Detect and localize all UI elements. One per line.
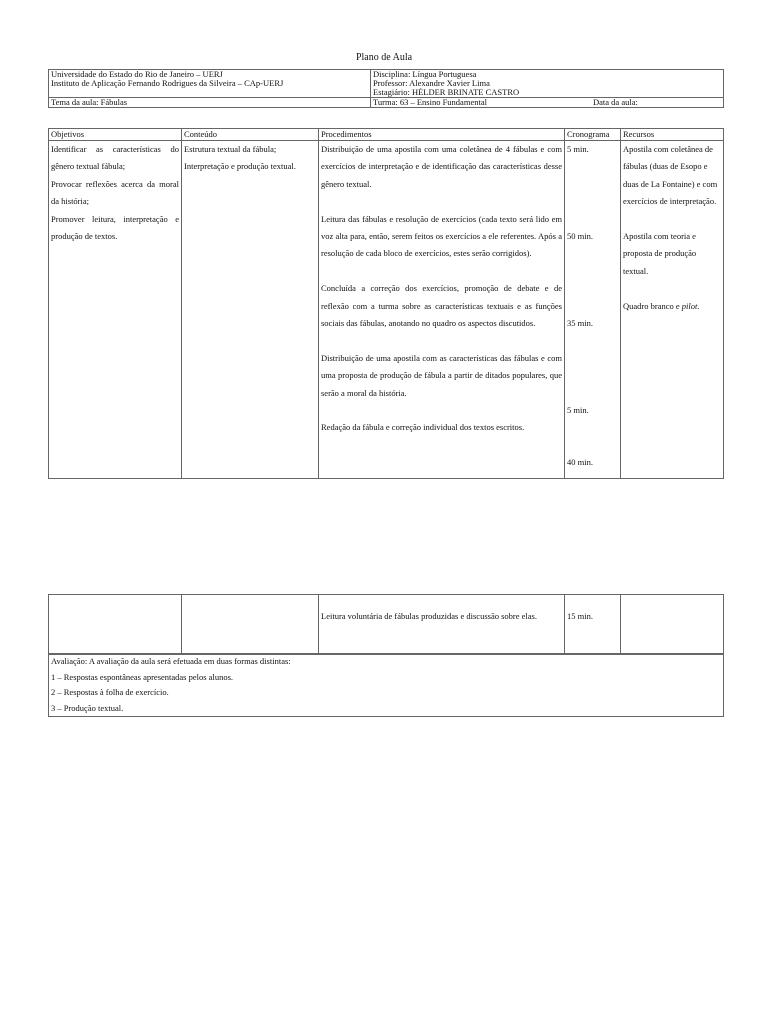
- continuation-table: [48, 594, 724, 655]
- resource-item: Apostila com coletânea de fábulas (duas de Esopo e duas de La Fontaine) e com exercícios de interpretação.: [623, 144, 718, 207]
- discipline: Disciplina: Língua Portuguesa: [371, 70, 724, 80]
- resources-cell: [621, 141, 724, 479]
- column-header-content: Conteúdo: [182, 129, 319, 141]
- lesson-date: Data da aula:: [593, 97, 638, 107]
- column-header-procedures: Procedimentos: [319, 129, 565, 141]
- content-item: Interpretação e produção textual.: [184, 161, 296, 172]
- evaluation-table: [48, 653, 724, 717]
- institution-line2: Instituto de Aplicação Fernando Rodrigues da Silveira – CAp-UERJ: [49, 79, 371, 88]
- continuation-procedure: Leitura voluntária de fábulas produzidas e discussão sobre elas.: [319, 595, 565, 655]
- column-header-schedule: Cronograma: [565, 129, 621, 141]
- procedure-item: Redação da fábula e correção individual dos textos escritos.: [321, 422, 525, 433]
- header-table: [48, 69, 724, 108]
- evaluation-item: 2 – Respostas à folha de exercício.: [51, 687, 169, 697]
- column-header-objectives: Objetivos: [49, 129, 182, 141]
- objectives-cell-empty: [49, 595, 182, 655]
- evaluation-intro: Avaliação: A avaliação da aula será efetuada em duas formas distintas:: [51, 656, 291, 666]
- procedures-cell: [319, 141, 565, 479]
- column-header-resources: Recursos: [621, 129, 724, 141]
- procedure-item: Leitura das fábulas e resolução de exercícios (cada texto será lido em voz alta para, então, serem feitos os exercícios a ele referentes. Após a resolução de cada bloco de exercícios, estes serão corrigidos).: [321, 213, 562, 259]
- content-cell-empty: [182, 595, 319, 655]
- professor: Professor: Alexandre Xavier Lima: [371, 79, 724, 88]
- resource-text: Quadro branco e: [623, 300, 682, 311]
- continuation-schedule: 15 min.: [565, 595, 621, 655]
- resource-pilot: pilot.: [681, 300, 700, 311]
- resources-cell-empty: [621, 595, 724, 655]
- schedule-item: 5 min.: [567, 144, 589, 154]
- schedule-item: 35 min.: [567, 318, 593, 328]
- evaluation-item: 3 – Produção textual.: [51, 702, 124, 713]
- schedule-item: 50 min.: [567, 231, 593, 241]
- objective-item: Identificar as características do gênero textual fábula;: [51, 144, 179, 172]
- table-row: [49, 595, 724, 655]
- content-cell: [182, 141, 319, 479]
- institution-line1: Universidade do Estado do Rio de Janeiro – UERJ: [49, 70, 371, 80]
- intern: Estagiário: HÉLDER BRINATE CASTRO: [371, 88, 724, 98]
- schedule-cell: [565, 141, 621, 479]
- content-item: Estrutura textual da fábula;: [184, 144, 277, 154]
- objective-item: Provocar reflexões acerca da moral da história;: [51, 178, 179, 207]
- procedure-item: Distribuição de uma apostila com uma coletânea de 4 fábulas e com exercícios de interpretação e de identificação das características desse gênero textual.: [321, 144, 562, 189]
- table-row: [49, 141, 724, 479]
- page-title: Plano de Aula: [355, 52, 413, 63]
- evaluation-cell: [49, 654, 724, 717]
- lesson-plan-table: [48, 128, 724, 479]
- procedure-item: Distribuição de uma apostila com as características das fábulas e com uma proposta de produção de fábula a partir de ditados populares, que serão a moral da história.: [321, 352, 562, 398]
- resource-item: Apostila com teoria e proposta de produção textual.: [623, 231, 697, 276]
- schedule-item: 5 min.: [567, 405, 589, 415]
- evaluation-item: 1 – Respostas espontâneas apresentadas pelos alunos.: [51, 671, 233, 682]
- procedure-item: Concluída a correção dos exercícios, promoção de debate e de reflexão com a turma sobre as características textuais e as funções sociais das fábulas, anotando no quadro os aspectos discutidos.: [321, 283, 562, 329]
- objectives-cell: [49, 141, 182, 479]
- lesson-topic: Tema da aula: Fábulas: [49, 98, 371, 108]
- institution-blank: [49, 88, 371, 98]
- objective-item: Promover leitura, interpretação e produção de textos.: [51, 213, 179, 242]
- schedule-item: 40 min.: [567, 457, 593, 467]
- class-and-date: [371, 98, 724, 108]
- resource-item: [623, 298, 721, 315]
- class-info: Turma: 63 – Ensino Fundamental: [373, 97, 487, 107]
- table-header-row: [49, 129, 724, 141]
